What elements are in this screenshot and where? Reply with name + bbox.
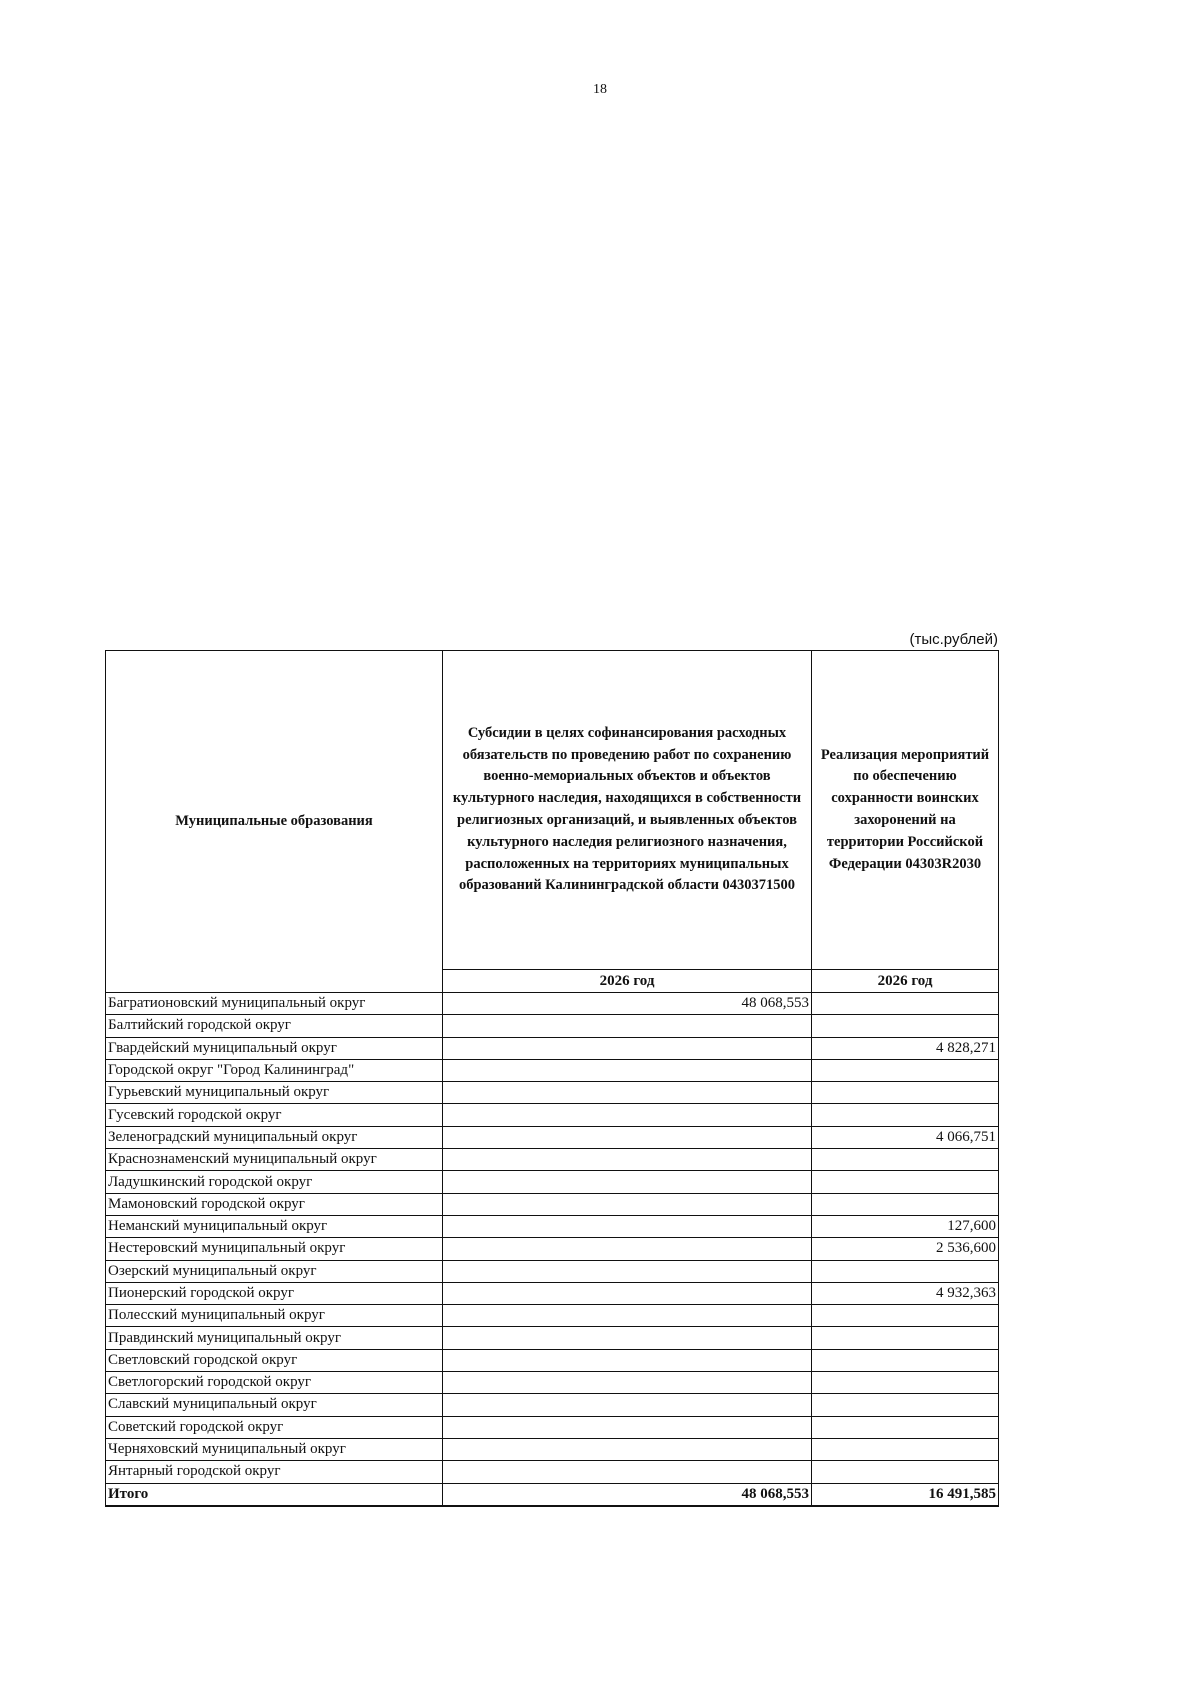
row-value-col2 — [812, 1394, 999, 1416]
table-row — [106, 1215, 999, 1237]
table-row — [106, 1238, 999, 1260]
table-row — [106, 1260, 999, 1282]
header-year-col1: 2026 год — [443, 970, 812, 993]
row-value-col1 — [443, 1305, 812, 1327]
row-value-col1 — [443, 1104, 812, 1126]
row-name: Правдинский муниципальный округ — [106, 1327, 443, 1349]
table-row — [106, 1149, 999, 1171]
row-value-col1 — [443, 1015, 812, 1037]
row-value-col1 — [443, 1193, 812, 1215]
table-row — [106, 1037, 999, 1059]
row-value-col2 — [812, 1149, 999, 1171]
row-name: Славский муниципальный округ — [106, 1394, 443, 1416]
row-name: Полесский муниципальный округ — [106, 1305, 443, 1327]
row-name: Ладушкинский городской округ — [106, 1171, 443, 1193]
row-value-col2 — [812, 1104, 999, 1126]
page-number: 18 — [593, 82, 607, 97]
table-row — [106, 1372, 999, 1394]
total-row — [106, 1483, 999, 1506]
row-value-col1: 48 068,553 — [443, 993, 812, 1015]
table-row — [106, 1327, 999, 1349]
row-value-col2 — [812, 1082, 999, 1104]
row-value-col1 — [443, 1126, 812, 1148]
row-name: Черняховский муниципальный округ — [106, 1438, 443, 1460]
table-row — [106, 1059, 999, 1081]
row-value-col1 — [443, 1282, 812, 1304]
header-war-graves: Реализация мероприятий по обеспечению сохранности воинских захоронений на территории Российской Федерации 04303R2030 — [812, 651, 999, 970]
total-value-col1: 48 068,553 — [443, 1483, 812, 1506]
row-name: Нестеровский муниципальный округ — [106, 1238, 443, 1260]
row-name: Янтарный городской округ — [106, 1461, 443, 1483]
row-name: Неманский муниципальный округ — [106, 1215, 443, 1237]
row-value-col1 — [443, 1082, 812, 1104]
row-value-col2 — [812, 1349, 999, 1371]
row-value-col1 — [443, 1461, 812, 1483]
row-value-col2 — [812, 1305, 999, 1327]
row-value-col1 — [443, 1372, 812, 1394]
row-value-col2 — [812, 1059, 999, 1081]
row-value-col2 — [812, 1461, 999, 1483]
row-name: Светлогорский городской округ — [106, 1372, 443, 1394]
row-value-col2 — [812, 1260, 999, 1282]
row-value-col2 — [812, 993, 999, 1015]
row-name: Пионерский городской округ — [106, 1282, 443, 1304]
row-name: Светловский городской округ — [106, 1349, 443, 1371]
row-name: Краснознаменский муниципальный округ — [106, 1149, 443, 1171]
table-row — [106, 1126, 999, 1148]
row-name: Советский городской округ — [106, 1416, 443, 1438]
header-municipalities: Муниципальные образования — [106, 651, 443, 993]
row-value-col1 — [443, 1260, 812, 1282]
table-row — [106, 1193, 999, 1215]
row-value-col1 — [443, 1394, 812, 1416]
table-row — [106, 1171, 999, 1193]
row-value-col2: 4 932,363 — [812, 1282, 999, 1304]
row-name: Гвардейский муниципальный округ — [106, 1037, 443, 1059]
table-body — [106, 993, 999, 1484]
subsidy-table — [105, 650, 999, 1507]
row-value-col1 — [443, 1215, 812, 1237]
total-label: Итого — [106, 1483, 443, 1506]
table-row — [106, 1104, 999, 1126]
table-row — [106, 1349, 999, 1371]
row-value-col2: 127,600 — [812, 1215, 999, 1237]
units-label: (тыс.рублей) — [909, 631, 998, 648]
row-value-col1 — [443, 1037, 812, 1059]
row-value-col2 — [812, 1171, 999, 1193]
row-name: Городской округ "Город Калининград" — [106, 1059, 443, 1081]
table-row — [106, 1015, 999, 1037]
row-value-col2 — [812, 1193, 999, 1215]
table-row — [106, 1282, 999, 1304]
row-value-col1 — [443, 1416, 812, 1438]
row-name: Гурьевский муниципальный округ — [106, 1082, 443, 1104]
row-name: Озерский муниципальный округ — [106, 1260, 443, 1282]
row-value-col2 — [812, 1372, 999, 1394]
table-row — [106, 993, 999, 1015]
row-value-col1 — [443, 1238, 812, 1260]
row-value-col2: 2 536,600 — [812, 1238, 999, 1260]
row-value-col1 — [443, 1438, 812, 1460]
table-row — [106, 1082, 999, 1104]
table-row — [106, 1438, 999, 1460]
row-value-col2: 4 066,751 — [812, 1126, 999, 1148]
row-value-col1 — [443, 1149, 812, 1171]
row-name: Балтийский городской округ — [106, 1015, 443, 1037]
row-value-col2: 4 828,271 — [812, 1037, 999, 1059]
row-value-col1 — [443, 1059, 812, 1081]
header-year-col2: 2026 год — [812, 970, 999, 993]
row-name: Мамоновский городской округ — [106, 1193, 443, 1215]
row-value-col1 — [443, 1327, 812, 1349]
row-value-col1 — [443, 1171, 812, 1193]
row-name: Зеленоградский муниципальный округ — [106, 1126, 443, 1148]
row-value-col2 — [812, 1015, 999, 1037]
row-name: Багратионовский муниципальный округ — [106, 993, 443, 1015]
table-row — [106, 1416, 999, 1438]
row-value-col2 — [812, 1327, 999, 1349]
table-row — [106, 1305, 999, 1327]
table-row — [106, 1394, 999, 1416]
row-value-col2 — [812, 1438, 999, 1460]
row-value-col2 — [812, 1416, 999, 1438]
total-value-col2: 16 491,585 — [812, 1483, 999, 1506]
row-value-col1 — [443, 1349, 812, 1371]
table-row — [106, 1461, 999, 1483]
header-subsidy-heritage: Субсидии в целях софинансирования расходных обязательств по проведению работ по сохранению военно-мемориальных объектов и объектов культурного наследия, находящихся в собственности религиозных организаций, и выявленных объектов культурного наследия религиозного назначения, расположенных на территориях муниципальных образований Калининградской области 0430371500 — [443, 651, 812, 970]
row-name: Гусевский городской округ — [106, 1104, 443, 1126]
